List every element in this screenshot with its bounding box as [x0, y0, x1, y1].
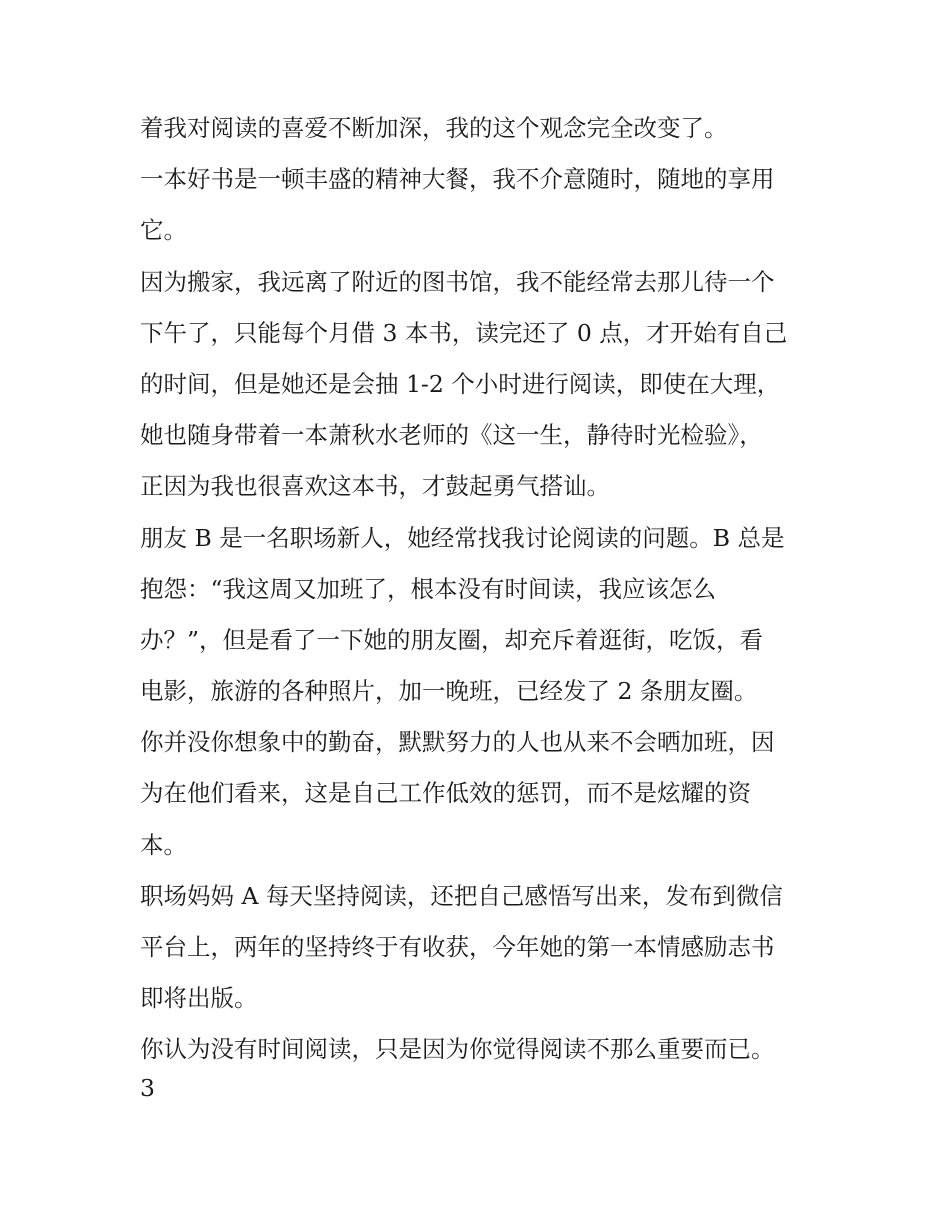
text-line: 电影，旅游的各种照片，加一晚班，已经发了 2 条朋友圈。 [140, 677, 758, 706]
text-line: 一本好书是一顿丰盛的精神大餐，我不介意随时，随地的享用 [140, 165, 775, 194]
text-line: 她也随身带着一本萧秋水老师的《这一生，静待时光检验》， [140, 421, 763, 450]
text-line: 即将出版。 [140, 984, 258, 1013]
text-line: 平台上，两年的坚持终于有收获，今年她的第一本情感励志书 [140, 933, 775, 961]
text-line: 你并没你想象中的勤奋，默默努力的人也从来不会晒加班，因 [140, 728, 775, 757]
text-line: 职场妈妈 A 每天坚持阅读，还把自己感悟写出来，发布到微信 [140, 881, 783, 910]
text-line: 的时间，但是她还是会抽 1-2 个小时进行阅读，即使在大理， [140, 369, 781, 398]
text-line: 办？”，但是看了一下她的朋友圈，却充斥着逛街，吃饭，看 [140, 625, 764, 654]
body-text [140, 103, 812, 1076]
text-line: 朋友 B 是一名职场新人，她经常找我讨论阅读的问题。B 总是 [140, 523, 785, 552]
text-line: 本。 [140, 830, 187, 859]
text-line: 抱怨：“我这周又加班了，根本没有时间读，我应该怎么 [140, 574, 717, 603]
text-line: 因为搬家，我远离了附近的图书馆，我不能经常去那儿待一个 [140, 267, 775, 296]
text-line: 正因为我也很喜欢这本书，才鼓起勇气搭讪。 [140, 472, 610, 501]
text-line: 下午了，只能每个月借 3 本书，读完还了 0 点，才开始有自己 [140, 318, 788, 347]
text-line: 你认为没有时间阅读，只是因为你觉得阅读不那么重要而已。 [140, 1035, 775, 1064]
page-number: 3 [140, 1074, 155, 1102]
text-line: 它。 [140, 216, 187, 245]
text-line: 着我对阅读的喜爱不断加深，我的这个观念完全改变了。 [140, 114, 728, 142]
text-line: 为在他们看来，这是自己工作低效的惩罚，而不是炫耀的资 [140, 779, 751, 808]
